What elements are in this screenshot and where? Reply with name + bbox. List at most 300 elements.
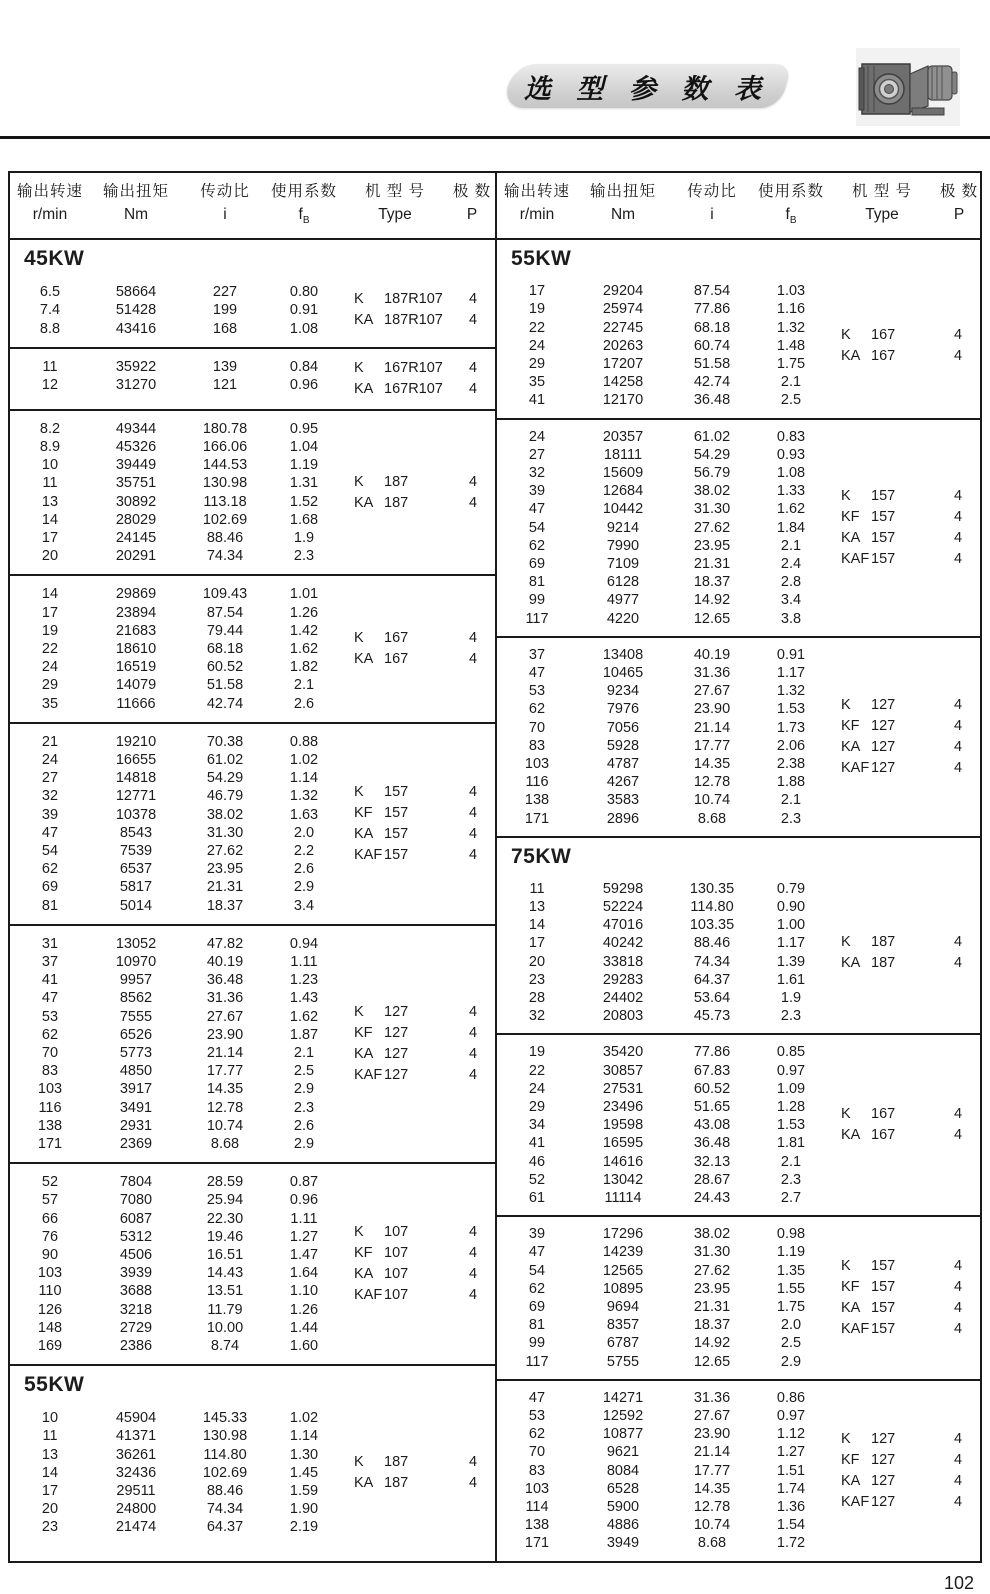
- poles-value: 4: [468, 825, 478, 842]
- table-cell: 1.9: [293, 529, 315, 546]
- table-cell: 24: [528, 337, 546, 354]
- table-cell: 6526: [119, 1026, 153, 1043]
- type-size: 107: [384, 1224, 409, 1241]
- type-size: 157: [871, 550, 896, 567]
- type-label: [340, 1285, 451, 1306]
- table-cell: 10.74: [693, 1517, 731, 1534]
- col-header-service-factor: 使用系数 $f_B$: [270, 183, 337, 227]
- type-prefix: KA: [841, 1127, 861, 1144]
- data-block: [497, 274, 980, 417]
- table-cell: 0.91: [289, 302, 319, 319]
- table-cell: 1.74: [776, 1480, 806, 1497]
- type-row: [340, 1222, 495, 1243]
- table-cell: 23.90: [693, 701, 731, 718]
- data-block: [10, 1162, 495, 1364]
- table-row: [10, 1464, 340, 1482]
- table-cell: 17.77: [206, 1063, 244, 1080]
- table-row: [497, 755, 827, 773]
- table-cell: 46: [528, 1153, 546, 1170]
- table-cell: 87.54: [693, 283, 731, 300]
- type-row: [827, 1471, 980, 1492]
- table-cell: 110: [38, 1283, 62, 1300]
- table-row: [10, 1319, 340, 1337]
- type-row: [827, 549, 980, 570]
- table-cell: 57: [41, 1192, 59, 1209]
- data-block: [10, 409, 495, 575]
- table-cell: 76: [41, 1228, 59, 1245]
- table-cell: 1.17: [776, 664, 806, 681]
- table-cell: 27.62: [206, 842, 244, 859]
- type-prefix: K: [354, 359, 364, 376]
- table-cell: 42.74: [693, 374, 731, 391]
- table-cell: 5817: [119, 879, 153, 896]
- table-row: [497, 1171, 827, 1189]
- poles-value: 4: [468, 1245, 478, 1262]
- power-section: [10, 1364, 495, 1545]
- table-cell: 27.67: [206, 1008, 244, 1025]
- table-cell: 47: [528, 501, 546, 518]
- type-label: [340, 310, 451, 331]
- data-block: [497, 1379, 980, 1561]
- table-cell: 49344: [115, 420, 157, 437]
- data-rows: [10, 733, 340, 915]
- poles-value: 4: [468, 651, 478, 668]
- type-row: [827, 695, 980, 716]
- type-row: [340, 1065, 495, 1086]
- table-cell: 22.30: [206, 1210, 244, 1227]
- data-rows: [10, 283, 340, 338]
- table-row: [497, 446, 827, 464]
- table-row: [497, 1134, 827, 1152]
- table-cell: 19.46: [206, 1228, 244, 1245]
- type-row: [340, 493, 495, 514]
- type-label: [827, 1125, 936, 1146]
- title-banner: [502, 64, 793, 108]
- table-cell: 1.63: [289, 806, 319, 823]
- table-cell: 1.10: [289, 1283, 319, 1300]
- type-label: [827, 507, 936, 528]
- page-footer: [0, 1563, 990, 1594]
- type-size: 127: [384, 1004, 409, 1020]
- table-cell: 24: [41, 659, 59, 676]
- type-row: [340, 358, 495, 379]
- table-cell: 9214: [606, 519, 640, 536]
- type-size: 127: [384, 1046, 409, 1062]
- table-cell: 0.96: [289, 1192, 319, 1209]
- table-row: [10, 1301, 340, 1319]
- table-row: [497, 1080, 827, 1098]
- type-label: [827, 1104, 936, 1125]
- data-rows: [497, 880, 827, 1026]
- section-title-45KW: 45KW: [24, 247, 85, 271]
- table-cell: 62: [528, 1280, 546, 1297]
- table-row: [10, 1210, 340, 1228]
- table-cell: 39: [528, 483, 546, 500]
- table-cell: 88.46: [206, 529, 244, 546]
- table-cell: 47: [41, 990, 59, 1007]
- table-cell: 32: [528, 464, 546, 481]
- table-cell: 1.59: [289, 1483, 319, 1500]
- table-cell: 53: [41, 1008, 59, 1025]
- data-rows: [10, 585, 340, 712]
- type-row: [340, 824, 495, 845]
- type-label: [340, 1473, 451, 1494]
- table-row: [497, 1280, 827, 1298]
- type-size: 127: [871, 759, 896, 776]
- table-cell: 81: [41, 897, 59, 914]
- table-cell: 36261: [115, 1446, 157, 1463]
- table-cell: 17: [41, 529, 59, 546]
- type-row: [827, 1450, 980, 1471]
- table-cell: 130.98: [202, 475, 248, 492]
- table-cell: 74.34: [693, 953, 731, 970]
- table-cell: 1.00: [776, 917, 806, 934]
- table-cell: 68.18: [693, 319, 731, 336]
- table-row: [497, 971, 827, 989]
- table-cell: 45326: [115, 438, 157, 455]
- type-size: 167: [384, 630, 409, 647]
- table-cell: 144.53: [202, 457, 248, 474]
- table-cell: 227: [212, 284, 238, 301]
- table-cell: 36.48: [206, 972, 244, 989]
- table-cell: 20: [528, 953, 546, 970]
- table-cell: 2.5: [293, 1063, 315, 1080]
- table-cell: 10895: [602, 1280, 644, 1297]
- type-prefix: KA: [354, 1046, 374, 1062]
- table-row: [497, 464, 827, 482]
- poles-value: 4: [953, 550, 963, 567]
- power-section: [497, 240, 980, 836]
- table-cell: 0.80: [289, 284, 319, 301]
- section-title-55KW: 55KW: [24, 1373, 85, 1397]
- table-cell: 11: [42, 1428, 58, 1445]
- type-list: [827, 282, 980, 409]
- type-row: [827, 1429, 980, 1450]
- table-cell: 109.43: [202, 586, 248, 603]
- poles-value: 4: [468, 1287, 478, 1304]
- table-cell: 7555: [119, 1008, 153, 1025]
- table-cell: 24402: [602, 990, 644, 1006]
- type-prefix: KA: [354, 380, 374, 397]
- table-row: [497, 664, 827, 682]
- type-row: [827, 1492, 980, 1513]
- table-cell: 113.18: [203, 493, 247, 510]
- table-row: [10, 953, 340, 971]
- type-prefix: KAF: [841, 1321, 870, 1338]
- table-cell: 10.74: [693, 792, 731, 809]
- table-cell: 70: [528, 1444, 546, 1461]
- table-cell: 31270: [115, 376, 157, 393]
- table-cell: 29: [528, 1099, 546, 1116]
- table-row: [497, 519, 827, 537]
- type-row: [827, 1256, 980, 1277]
- table-cell: 83: [528, 737, 546, 754]
- table-cell: 22: [41, 640, 59, 657]
- table-cell: 46.79: [206, 788, 244, 805]
- table-cell: 1.33: [776, 483, 806, 500]
- table-cell: 19: [528, 301, 546, 318]
- type-label: [827, 346, 936, 367]
- table-row: [497, 1334, 827, 1352]
- table-cell: 14.35: [206, 1081, 244, 1098]
- table-cell: 17296: [602, 1226, 644, 1243]
- type-row: [827, 1298, 980, 1319]
- table-cell: 22: [528, 319, 546, 336]
- col-header-torque: 输出扭矩 Nm: [589, 183, 656, 223]
- table-cell: 54.29: [206, 770, 244, 787]
- type-label: [340, 1002, 451, 1023]
- type-prefix: K: [841, 1430, 851, 1447]
- table-cell: 15609: [602, 464, 644, 481]
- col-header-speed: 输出转速 r/min: [503, 183, 570, 223]
- table-cell: 1.39: [776, 953, 806, 970]
- table-cell: 53.64: [693, 990, 731, 1006]
- data-rows: [10, 1173, 340, 1355]
- poles-value: 4: [953, 1106, 963, 1123]
- page-title: 选 型 参 数 表: [523, 73, 770, 104]
- table-cell: 2.6: [293, 695, 315, 712]
- table-cell: 3.8: [780, 610, 802, 627]
- table-cell: 180.78: [202, 420, 248, 437]
- table-cell: 19: [41, 622, 59, 639]
- poles-value: 4: [468, 1224, 478, 1241]
- table-row: [497, 1480, 827, 1498]
- table-row: [10, 1117, 340, 1135]
- table-cell: 21: [41, 733, 59, 750]
- table-cell: 0.88: [289, 733, 319, 750]
- table-cell: 1.60: [289, 1338, 319, 1355]
- table-cell: 51.65: [693, 1099, 731, 1116]
- table-cell: 0.85: [776, 1044, 806, 1061]
- table-cell: 1.19: [776, 1244, 806, 1261]
- table-cell: 69: [528, 1299, 546, 1316]
- col-header-speed: 输出转速 r/min: [16, 183, 83, 223]
- table-row: [10, 1264, 340, 1282]
- type-prefix: K: [354, 1453, 364, 1470]
- table-row: [497, 773, 827, 791]
- type-label: [827, 528, 936, 549]
- type-size: 167: [871, 1127, 896, 1144]
- table-cell: 14: [41, 511, 59, 528]
- type-size: 107: [384, 1287, 409, 1304]
- data-block: [497, 1215, 980, 1379]
- type-prefix: KAF: [841, 1493, 870, 1510]
- table-cell: 1.11: [290, 953, 318, 970]
- table-cell: 14: [41, 586, 59, 603]
- table-cell: 1.53: [776, 701, 806, 718]
- table-cell: 13: [528, 898, 546, 915]
- type-size: 157: [384, 846, 409, 863]
- table-row: [497, 1298, 827, 1316]
- type-prefix: K: [841, 696, 851, 713]
- table-cell: 79.44: [206, 622, 244, 639]
- table-cell: 87.54: [206, 604, 244, 621]
- table-cell: 1.32: [289, 788, 319, 805]
- type-size: 127: [871, 696, 896, 713]
- table-cell: 103: [37, 1081, 63, 1098]
- type-size: 157: [871, 1279, 896, 1296]
- type-row: [827, 1277, 980, 1298]
- table-cell: 20: [41, 1501, 59, 1518]
- table-cell: 14.35: [693, 755, 731, 772]
- table-cell: 51.58: [206, 677, 244, 694]
- table-cell: 1.12: [776, 1426, 806, 1443]
- type-prefix: KA: [841, 529, 861, 546]
- type-label: [340, 1065, 451, 1086]
- table-cell: 1.48: [776, 337, 806, 354]
- col-header-type: 机 型 号 Type: [851, 183, 913, 223]
- type-prefix: KF: [841, 1279, 860, 1296]
- type-label: [340, 1264, 451, 1285]
- table-cell: 27.62: [693, 1262, 731, 1279]
- table-cell: 38.02: [206, 806, 244, 823]
- table-cell: 68.18: [206, 640, 244, 657]
- table-cell: 24.43: [693, 1190, 731, 1207]
- type-row: [340, 1044, 495, 1065]
- table-cell: 47.82: [206, 935, 244, 952]
- table-cell: 138: [524, 792, 550, 809]
- data-rows: [497, 282, 827, 409]
- table-cell: 6528: [606, 1480, 640, 1497]
- type-size: 157: [871, 529, 896, 546]
- poles-value: 4: [953, 1321, 963, 1338]
- table-cell: 1.11: [290, 1210, 318, 1227]
- table-cell: 88.46: [206, 1483, 244, 1500]
- table-cell: 36.48: [693, 392, 731, 409]
- table-cell: 19: [528, 1044, 546, 1061]
- table-cell: 25.94: [206, 1192, 244, 1209]
- table-cell: 1.52: [289, 493, 319, 510]
- table-row: [10, 604, 340, 622]
- type-prefix: KA: [841, 1472, 861, 1489]
- type-row: [340, 803, 495, 824]
- table-cell: 12: [41, 376, 59, 393]
- table-cell: 18.37: [693, 574, 731, 591]
- poles-value: 4: [953, 738, 963, 755]
- type-label: [827, 486, 936, 507]
- table-cell: 60.52: [206, 659, 244, 676]
- table-row: [10, 420, 340, 438]
- table-cell: 31.30: [693, 501, 731, 518]
- table-cell: 59298: [602, 880, 644, 897]
- table-cell: 40.19: [693, 646, 731, 663]
- table-row: [10, 1246, 340, 1264]
- table-cell: 37: [528, 646, 546, 663]
- table-cell: 9621: [606, 1444, 640, 1461]
- table-cell: 54: [528, 519, 546, 536]
- table-row: [10, 1427, 340, 1445]
- table-cell: 53: [528, 1408, 546, 1425]
- type-size: 187: [384, 1474, 409, 1491]
- table-row: [497, 1189, 827, 1207]
- data-rows: [10, 935, 340, 1153]
- type-size: 187R107: [384, 312, 443, 329]
- table-cell: 0.98: [776, 1226, 806, 1243]
- table-cell: 16655: [115, 751, 157, 768]
- table-cell: 0.79: [776, 880, 806, 897]
- col-header-poles: 极 数 P: [939, 183, 979, 223]
- table-cell: 171: [37, 1136, 63, 1153]
- table-cell: 8084: [606, 1462, 640, 1479]
- type-size: 187: [871, 954, 896, 971]
- poles-value: 4: [468, 1266, 478, 1283]
- table-cell: 99: [528, 592, 546, 609]
- poles-value: 4: [953, 1430, 963, 1447]
- type-label: [340, 1222, 451, 1243]
- table-cell: 47: [528, 1389, 546, 1406]
- table-row: [10, 1191, 340, 1209]
- table-cell: 6787: [606, 1335, 640, 1352]
- table-cell: 2.6: [293, 1117, 315, 1134]
- table-cell: 1.44: [289, 1319, 319, 1336]
- table-cell: 10: [41, 1410, 59, 1427]
- table-cell: 3.4: [293, 897, 315, 914]
- table-cell: 1.35: [776, 1262, 806, 1279]
- table-cell: 32: [41, 788, 59, 805]
- table-row: [10, 1446, 340, 1464]
- table-cell: 64.37: [206, 1519, 244, 1536]
- table-cell: 1.62: [289, 640, 319, 657]
- table-row: [10, 283, 340, 301]
- data-rows: [497, 1389, 827, 1553]
- table-cell: 30892: [115, 493, 157, 510]
- table-cell: 31.30: [206, 824, 244, 841]
- table-cell: 24: [41, 751, 59, 768]
- table-left-body: [10, 240, 495, 1546]
- type-size: 127: [871, 1493, 896, 1510]
- poles-value: 4: [953, 347, 963, 364]
- table-cell: 4977: [606, 592, 640, 609]
- table-row: [10, 860, 340, 878]
- table-row: [10, 358, 340, 376]
- table-cell: 28.67: [693, 1171, 731, 1188]
- table-cell: 2.1: [780, 792, 802, 809]
- type-list: [827, 428, 980, 628]
- table-cell: 12.65: [693, 1353, 731, 1370]
- type-prefix: KA: [354, 1266, 374, 1283]
- table-cell: 20: [41, 548, 59, 565]
- table-row: [10, 1409, 340, 1427]
- table-row: [10, 769, 340, 787]
- data-block: [10, 347, 495, 409]
- table-row: [497, 1243, 827, 1261]
- poles-value: 4: [468, 783, 478, 800]
- table-cell: 1.08: [776, 464, 806, 481]
- table-row: [497, 500, 827, 518]
- table-cell: 21474: [115, 1519, 157, 1536]
- table-cell: 7976: [606, 701, 640, 718]
- table-cell: 148: [37, 1319, 63, 1336]
- table-row: [497, 1443, 827, 1461]
- table-row: [10, 1080, 340, 1098]
- table-cell: 23.95: [693, 1280, 731, 1297]
- type-prefix: K: [841, 326, 851, 343]
- type-label: [827, 716, 936, 737]
- type-label: [340, 1044, 451, 1065]
- type-size: 157: [384, 804, 409, 821]
- table-cell: 1.36: [776, 1499, 806, 1516]
- poles-value: 4: [953, 326, 963, 343]
- table-cell: 145.33: [202, 1410, 248, 1427]
- table-cell: 1.14: [289, 770, 319, 787]
- table-row: [497, 646, 827, 664]
- table-row: [497, 1462, 827, 1480]
- table-cell: 29204: [602, 283, 644, 300]
- type-prefix: K: [841, 1258, 851, 1275]
- poles-value: 4: [468, 1453, 478, 1470]
- type-label: [340, 628, 451, 649]
- poles-value: 4: [468, 312, 478, 329]
